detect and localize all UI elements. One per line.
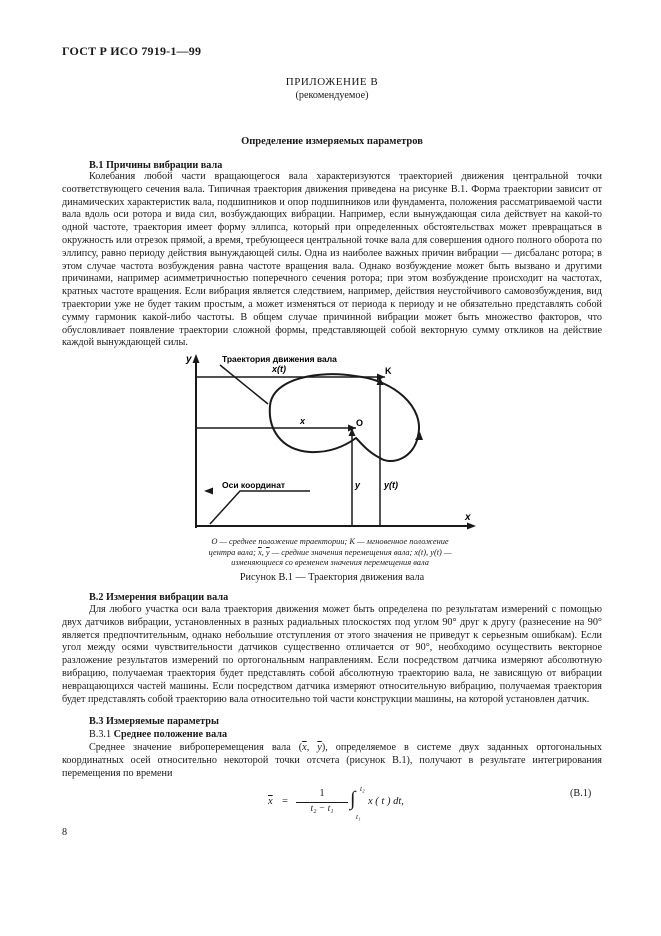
xt-label: x(t) [272,364,286,374]
y-axis-arrow [193,354,200,363]
formula-numerator: 1 [319,788,325,799]
k-label: K [385,366,392,376]
fraction-bar [296,802,348,803]
xbar-label: x [300,416,306,426]
document-header: ГОСТ Р ИСО 7919-1—99 [62,44,202,58]
axes-label: Оси координат [222,480,286,490]
axes-pointer [210,491,310,524]
formula-denominator: t₂ − t₁ [310,804,334,814]
yt-label: y(t) [384,480,398,490]
trajectory-pointer [220,365,268,404]
paragraph-b1: Колебания любой части вращающегося вала характеризуются траекторией движения центральной точки соответствующего сечения вала. Типичная траектория движения приведена на рисунке В.1. Форма траектории зависит от динамических характеристик вала, подшипников и опор подшипников или фундамента, положения рассматриваемой части вала вдоль оси ротора и вида сил, возбуждающих вибрации. Например, если вынуждающая сила действует на какой-то одной частоте, траектория имеет форму эллипса, который при определенных обстоятельствах может превращаться в окружность или отрезок прямой, а время, требующееся центральной точке вала для совершения одного полного оборота по эллипсу, равно периоду действия вынуждающей силы. Одна из наиболее важных причин вибрации — дисбаланс ротора; в этом случае частота возбуждения равна частоте вращения вала. Однако возбуждение может быть вызвано и другими причинами, например асимметричностью поперечного сечения ротора; при этом возбуждение происходит на частотах, кратных частоте вращения. Если вибрация является следствием, например, действия неустойчивого самовозбуждения, вид траектории уже не будет таким простым, а может изменяться от периода к периоду и не обязательно представлять собой сумму гармоник какой-либо частоты. В общем случае причинной вибрации может быть множество факторов, что обусловливает появление траектории сложной формы, представляющей собой векторную сумму откликов на действие каждой вынуждающей силы. [62,171,602,349]
heading-b3-1: В.3.1 Среднее положение вала [89,729,228,740]
heading-b3: В.3 Измеряемые параметры [89,716,219,727]
axes-pointer-arrow [204,488,213,495]
formula-number: (В.1) [570,788,592,799]
heading-b2: В.2 Измерения вибрации вала [89,592,229,603]
paragraph-b3-1: Среднее значение виброперемещения вала ($\overline{x}$, $\overline{y}$), определяемое в системе двух заданных ортогональных координатных осей относительно некоторой точки отсчета (рисунок В.1), получают в результате интегрирования перемещения по времени [62,742,602,779]
formula-lhs: $\overline{x}$ [268,796,273,807]
appendix-title: ПРИЛОЖЕНИЕ В [285,76,379,88]
ybar-label: y [355,480,361,490]
figure-caption [180,537,480,569]
trajectory-figure [180,348,480,533]
trajectory-curve [270,374,419,461]
integral-upper: t₂ [360,784,365,793]
page-number: 8 [62,827,68,838]
integrand: x ( t ) dt, [368,796,404,807]
paragraph-b2: Для любого участка оси вала траектория движения может быть определена по результатам измерений с помощью двух датчиков вибрации, установленных в разных радиальных плоскостях под углом 90° друг к другу (разнесение на 90° является предпочтительным, однако небольшие отступления от этого значения не приведут к серьезным ошибкам). Если угол между осями чувствительности датчиков существенно отличается от 90°, необходимо осуществить векторное разложение результатов измерений по ортогональным направлениям. Если посредством датчика измеряют абсолютную вибрацию, получаемая траектория будет представлять собой абсолютную траекторию вала, не зависящую от вибрации невращающихся частей машины. Если посредством датчика измеряют относительную вибрацию, получаемая траектория будет представлять собой траекторию вала относительно той части конструкции машины, на которой установлен датчик. [62,604,602,705]
section-title: Определение измеряемых параметров [241,136,423,147]
axis-x-label: x [465,512,471,523]
integral-sign: ∫ [350,788,356,810]
appendix-subtitle: (рекомендуемое) [295,90,369,101]
caption-line-3: изменяющиеся со временем значения перемещения вала [231,558,429,568]
integral-lower: t₁ [356,812,361,821]
trajectory-label: Траектория движения вала [222,354,337,364]
axis-y-label: y [186,354,192,365]
figure-title: Рисунок В.1 — Траектория движения вала [239,572,425,583]
caption-line-1: О — среднее положение траектории; K — мгновенное положение [211,537,449,546]
heading-b1: В.1 Причины вибрации вала [89,160,223,171]
o-label: O [356,418,364,428]
formula-b1 [268,784,588,824]
caption-line-2: центра вала; $\overline{x}$, $\overline{y}$ — средние значения перемещения вала; x(t), y(t) — [208,547,452,557]
formula-equals: = [282,796,288,807]
x-axis-arrow [467,523,476,530]
